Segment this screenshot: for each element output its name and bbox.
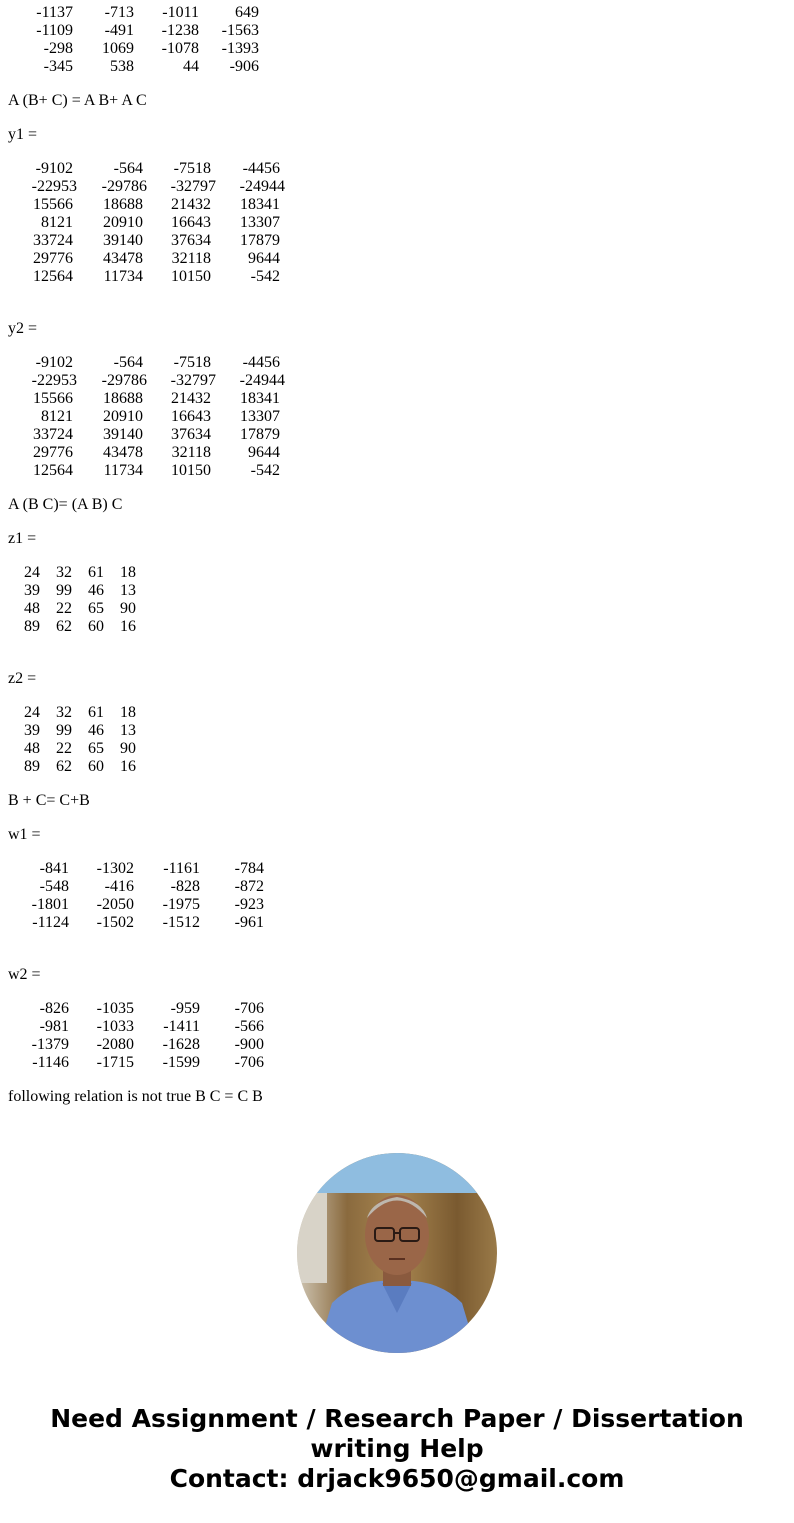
top-matrix-cell: -906 [229, 58, 259, 75]
w1-cell: -872 [234, 878, 264, 895]
w1-cell: -784 [234, 860, 264, 877]
y2-cell: -9102 [35, 354, 73, 371]
y2-cell: 32118 [171, 444, 211, 461]
z2-cell: 65 [88, 740, 104, 757]
y1-cell: 17879 [240, 232, 280, 249]
y2-cell: -32797 [170, 372, 216, 389]
z1-cell: 32 [56, 564, 72, 581]
z1-cell: 39 [24, 582, 40, 599]
y1-cell: 9644 [248, 250, 280, 267]
z2-cell: 16 [120, 758, 136, 775]
z2-cell: 60 [88, 758, 104, 775]
z1-cell: 16 [120, 618, 136, 635]
y1-cell: 21432 [171, 196, 211, 213]
y1-cell: 39140 [103, 232, 143, 249]
z1-cell: 48 [24, 600, 40, 617]
w1-cell: -1502 [96, 914, 134, 931]
top-matrix-cell: 44 [183, 58, 199, 75]
promo-line-1: Need Assignment / Research Paper / Dissertation [50, 1404, 744, 1433]
y2-cell: -24944 [239, 372, 285, 389]
w1-cell: -923 [234, 896, 264, 913]
z1-cell: 90 [120, 600, 136, 617]
y1-cell: 11734 [103, 268, 143, 285]
z1-cell: 22 [56, 600, 72, 617]
z2-cell: 13 [120, 722, 136, 739]
y1-cell: 18341 [240, 196, 280, 213]
w2-cell: -706 [234, 1000, 264, 1017]
y1-cell: -29786 [101, 178, 147, 195]
z2-cell: 90 [120, 740, 136, 757]
z1-cell: 61 [88, 564, 104, 581]
top-matrix-cell: 1069 [102, 40, 134, 57]
z2-cell: 46 [88, 722, 104, 739]
section-distributive-title: A (B+ C) = A B+ A C [8, 92, 147, 109]
y1-cell: -24944 [239, 178, 285, 195]
top-matrix-cell: -1078 [161, 40, 199, 57]
top-matrix-cell: -1238 [161, 22, 199, 39]
y2-cell: -564 [113, 354, 143, 371]
y2-cell: 15566 [33, 390, 73, 407]
author-portrait-image [297, 1153, 497, 1353]
w1-cell: -548 [39, 878, 69, 895]
w1-cell: -841 [39, 860, 69, 877]
y1-cell: 32118 [171, 250, 211, 267]
w1-cell: -828 [170, 878, 200, 895]
y2-cell: -4456 [242, 354, 280, 371]
z1-label: z1 = [8, 530, 37, 547]
z2-label: z2 = [8, 670, 37, 687]
w2-cell: -1411 [163, 1018, 200, 1035]
w2-cell: -959 [170, 1000, 200, 1017]
y2-cell: 18341 [240, 390, 280, 407]
top-matrix-cell: -345 [43, 58, 73, 75]
w1-cell: -1975 [162, 896, 200, 913]
w2-cell: -1715 [96, 1054, 134, 1071]
w1-cell: -1302 [96, 860, 134, 877]
w2-label: w2 = [8, 966, 41, 983]
z2-cell: 32 [56, 704, 72, 721]
w2-cell: -1379 [31, 1036, 69, 1053]
top-matrix-cell: 538 [110, 58, 134, 75]
y2-cell: 37634 [171, 426, 211, 443]
y2-cell: 16643 [171, 408, 211, 425]
w1-cell: -1801 [31, 896, 69, 913]
z2-cell: 22 [56, 740, 72, 757]
y2-cell: 39140 [103, 426, 143, 443]
top-matrix-cell: 649 [235, 4, 259, 21]
w1-cell: -1161 [163, 860, 200, 877]
w2-cell: -1146 [32, 1054, 69, 1071]
y2-cell: 29776 [33, 444, 73, 461]
author-avatar [297, 1153, 497, 1353]
top-matrix-cell: -491 [104, 22, 134, 39]
top-matrix-cell: -1109 [36, 22, 73, 39]
top-matrix-cell: -713 [104, 4, 134, 21]
top-matrix-cell: -1011 [162, 4, 199, 21]
y2-cell: 33724 [33, 426, 73, 443]
z2-cell: 62 [56, 758, 72, 775]
w2-cell: -2080 [96, 1036, 134, 1053]
y1-cell: 15566 [33, 196, 73, 213]
z2-cell: 89 [24, 758, 40, 775]
w2-cell: -566 [234, 1018, 264, 1035]
y2-cell: -29786 [101, 372, 147, 389]
w2-cell: -1035 [96, 1000, 134, 1017]
w1-cell: -1512 [162, 914, 200, 931]
top-matrix-cell: -298 [43, 40, 73, 57]
y1-cell: 29776 [33, 250, 73, 267]
w2-cell: -706 [234, 1054, 264, 1071]
y1-cell: -4456 [242, 160, 280, 177]
z2-cell: 18 [120, 704, 136, 721]
y2-cell: 20910 [103, 408, 143, 425]
y2-cell: 17879 [240, 426, 280, 443]
w1-cell: -1124 [32, 914, 69, 931]
y2-cell: -22953 [31, 372, 77, 389]
y2-cell: 10150 [171, 462, 211, 479]
z1-cell: 46 [88, 582, 104, 599]
z1-cell: 89 [24, 618, 40, 635]
w1-cell: -416 [104, 878, 134, 895]
z1-cell: 62 [56, 618, 72, 635]
z1-cell: 60 [88, 618, 104, 635]
z1-cell: 24 [24, 564, 40, 581]
y1-cell: 37634 [171, 232, 211, 249]
z2-cell: 61 [88, 704, 104, 721]
y1-label: y1 = [8, 126, 38, 143]
promo-line-2: writing Help [310, 1434, 484, 1463]
w1-label: w1 = [8, 826, 41, 843]
w1-cell: -961 [234, 914, 264, 931]
y2-cell: 11734 [103, 462, 143, 479]
y1-cell: 13307 [240, 214, 280, 231]
w1-cell: -2050 [96, 896, 134, 913]
w2-cell: -981 [39, 1018, 69, 1035]
y2-cell: 21432 [171, 390, 211, 407]
w2-cell: -826 [39, 1000, 69, 1017]
top-matrix-cell: -1393 [221, 40, 259, 57]
top-matrix-cell: -1137 [36, 4, 73, 21]
y1-cell: -32797 [170, 178, 216, 195]
w2-cell: -1033 [96, 1018, 134, 1035]
y1-cell: 20910 [103, 214, 143, 231]
z2-cell: 24 [24, 704, 40, 721]
y1-cell: -9102 [35, 160, 73, 177]
w2-cell: -1599 [162, 1054, 200, 1071]
z2-cell: 99 [56, 722, 72, 739]
z1-cell: 13 [120, 582, 136, 599]
y1-cell: 33724 [33, 232, 73, 249]
y2-cell: -542 [250, 462, 280, 479]
y1-cell: -564 [113, 160, 143, 177]
y2-cell: -7518 [173, 354, 211, 371]
y1-cell: 18688 [103, 196, 143, 213]
promo-contact: Contact: drjack9650@gmail.com [169, 1464, 625, 1493]
y1-cell: 43478 [103, 250, 143, 267]
z2-cell: 48 [24, 740, 40, 757]
z1-cell: 65 [88, 600, 104, 617]
y1-cell: -22953 [31, 178, 77, 195]
y2-cell: 12564 [33, 462, 73, 479]
y1-cell: 16643 [171, 214, 211, 231]
y2-label: y2 = [8, 320, 38, 337]
y2-cell: 43478 [103, 444, 143, 461]
conclusion-text: following relation is not true B C = C B [8, 1088, 263, 1105]
section-commutative-title: B + C= C+B [8, 792, 90, 809]
top-matrix-cell: -1563 [221, 22, 259, 39]
z2-cell: 39 [24, 722, 40, 739]
y1-cell: 12564 [33, 268, 73, 285]
y1-cell: 8121 [41, 214, 73, 231]
section-associative-title: A (B C)= (A B) C [8, 496, 123, 513]
w2-cell: -1628 [162, 1036, 200, 1053]
y1-cell: -542 [250, 268, 280, 285]
w2-cell: -900 [234, 1036, 264, 1053]
y2-cell: 8121 [41, 408, 73, 425]
y2-cell: 18688 [103, 390, 143, 407]
y1-cell: 10150 [171, 268, 211, 285]
z1-cell: 18 [120, 564, 136, 581]
z1-cell: 99 [56, 582, 72, 599]
y2-cell: 9644 [248, 444, 280, 461]
y1-cell: -7518 [173, 160, 211, 177]
y2-cell: 13307 [240, 408, 280, 425]
